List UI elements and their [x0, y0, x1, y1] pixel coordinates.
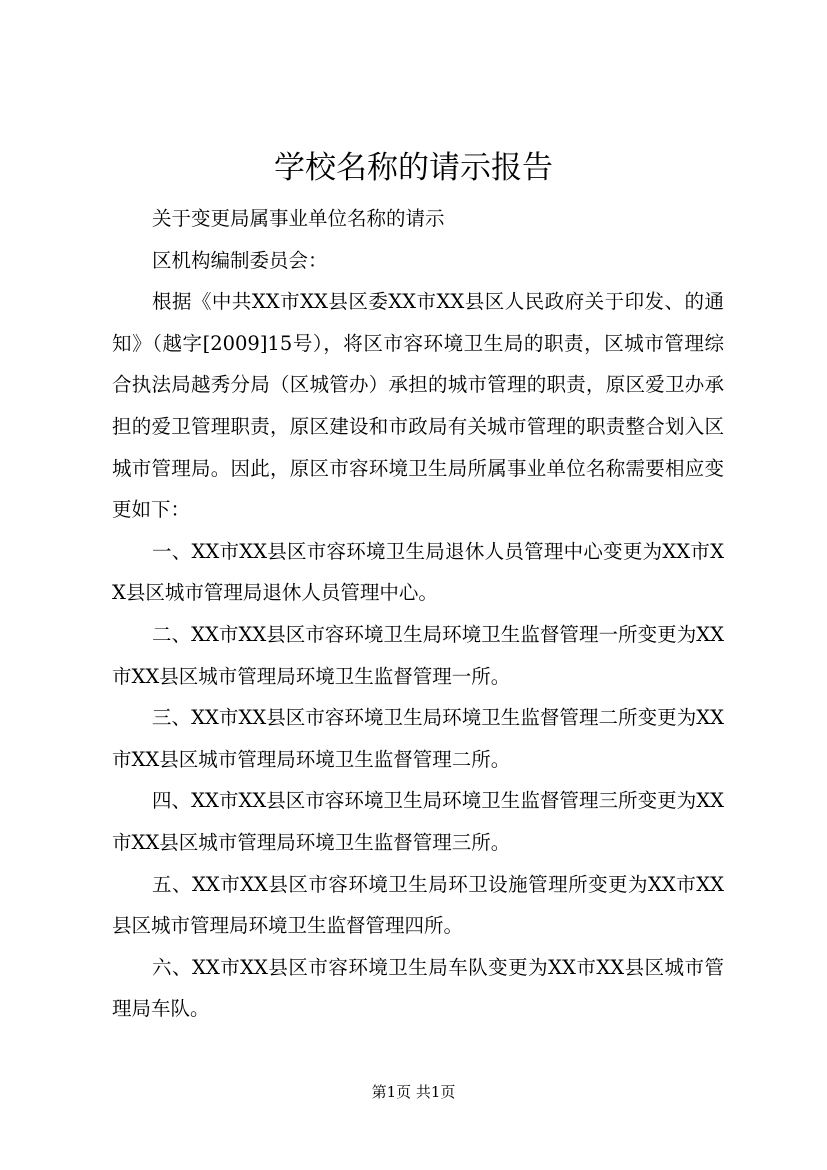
body-paragraph: 根据《中共XX市XX县区委XX市XX县区人民政府关于印发、的通知》（越字[2009]15号），将区市容环境卫生局的职责，区城市管理综合执法局越秀分局（区城管办）承担的城市管理的职责，原区爱卫办承担的爱卫管理职责，原区建设和市政局有关城市管理的职责整合划入区城市管理局。因此，原区市容环境卫生局所属事业单位名称需要相应变更如下： [112, 290, 724, 522]
document-body [112, 198, 724, 1030]
subject-line: 关于变更局属事业单位名称的请示 [152, 207, 445, 230]
page-footer: 第1页 共1页 [371, 1083, 456, 1101]
page-title: 学校名称的请示报告 [274, 150, 553, 186]
list-item: 二、XX市XX县区市容环境卫生局环境卫生监督管理一所变更为XX市XX县区城市管理局环境卫生监督管理一所。 [112, 622, 724, 688]
addressee-line: 区机构编制委员会： [152, 248, 328, 272]
list-item: 四、XX市XX县区市容环境卫生局环境卫生监督管理三所变更为XX市XX县区城市管理局环境卫生监督管理三所。 [112, 789, 724, 854]
list-item: 六、XX市XX县区市容环境卫生局车队变更为XX市XX县区城市管理局车队。 [112, 955, 724, 1021]
list-item: 五、XX市XX县区市容环境卫生局环卫设施管理所变更为XX市XX县区城市管理局环境卫生监督管理四所。 [112, 872, 724, 938]
list-item: 一、XX市XX县区市容环境卫生局退休人员管理中心变更为XX市XX县区城市管理局退休人员管理中心。 [112, 539, 724, 605]
list-item: 三、XX市XX县区市容环境卫生局环境卫生监督管理二所变更为XX市XX县区城市管理局环境卫生监督管理二所。 [112, 706, 724, 771]
